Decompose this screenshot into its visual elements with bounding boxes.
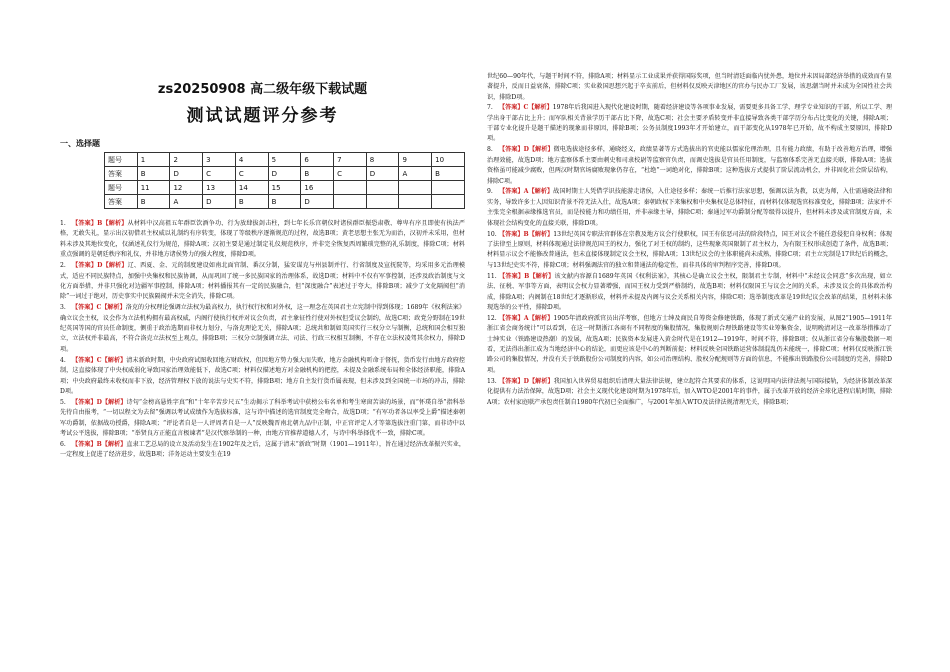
answer-tag: 【答案】A【解析】 <box>499 188 554 196</box>
explanation-text: 我国加入世界贸易组织后清理大量法律法规，建立起符合其要求的体系，这说明国内法律法规与国际接轨，为经济体制改革深化提供有力法治保障，故选D项；社会主义现代化建设时期为1978年后，加入WTO是2001年的事件，属于改革开放的经济全球化进程启航时期，排除A项；农村家庭联产承包责任制自1980年代初已全面推广，与2001年加入WTO及法律法规清理无关，排除B项； <box>487 377 892 406</box>
answer-table-cell: B <box>301 167 334 181</box>
answer-table-row-header: 题号 <box>105 181 138 195</box>
document-title: zs20250908 高二级年级下载试题 <box>157 82 368 97</box>
answer-tag: 【答案】D【解析】 <box>499 377 554 385</box>
answer-explanation-item <box>60 261 465 303</box>
answer-table-cell: D <box>366 167 399 181</box>
answer-table-cell: 14 <box>235 181 268 195</box>
left-item-list <box>60 219 465 461</box>
answer-table-cell <box>399 195 432 209</box>
answer-table-cell: B <box>432 167 465 181</box>
item-number: 1. <box>60 220 66 227</box>
answer-tag: 【答案】B【解析】 <box>499 230 554 238</box>
explanation-text: 1978年后我国进入现代化建设时期，随着经济建设等各项事业发展，需要更多具备工学、理学专业知识的干部，所以工学、理学出身干部占比上升；而军队相关背景学历干部占比下降，故选C项；社会主要矛盾转变并非直接导致各类干部学历分布占比变化的关键，排除A项；干部专业化提升是题干描述的现象而非原因，排除B项；公务员制度1993年才开始建立，而干部变化从1978年已开始，故不构成主要原因，排除D项。 <box>487 104 892 143</box>
explanation-text: 清末新政时期，中央政府试图收回地方财政权，但因地方势力强大而失败，地方金融机构听命于督抚，货币发行由地方政府控制，这直接体现了中央权威弱化导致国家治理效能低下，故选C项；材料仅描述地方对金融机构的把控，未提及金融系统布局和全体经济职能，排除A项；中央政府最终未收权而非下放，经济管理权下放的说法与史实不符，排除B项；地方自主发行货币属表现，但未涉及到全国统一市场的冲击，排除D项。 <box>60 356 465 395</box>
answer-table-cell: 6 <box>301 153 334 167</box>
item-number: 11. <box>487 272 497 280</box>
answer-table-cell: 11 <box>137 181 170 195</box>
explanation-text: 诗句“金榜高悬姓字真”和“十年辛苦步尺五”生动揭示了科举考试中获榜公布名单和考生寒窗苦读的场景，而“怀璞自举”指科举先待自由报考，“一切以程文为去留”强调以考试成绩作为选拔标准，这与诗中描述的选官制度完全吻合，故选D项；“有军功者各以率受上爵”描述秦朝军功爵制，依据战功授爵，排除A项；“评论者自是一人评周者自是一人”反映魏晋南北朝九品中正制，中正官评定人才等第选拔注重门第，而非诗中以考试公平选拔，排除B项；“举贤良方正能直言极谏者”是汉代察举制的一种，由地方官推荐道德人才，与诗中科举择优不一致，排除C项。 <box>60 398 465 438</box>
left-column <box>60 72 465 461</box>
answer-table-cell: D <box>301 195 334 209</box>
item-number: 7. <box>487 104 493 112</box>
explanation-text: 辽、西夏、金、元的制度建设如南北面官制、番汉分制，猛安谋克与州县制并行、行省制度及宣抚院等，均采用多元治理模式，适应不同民族特点，加强中央集权和民族协调，从而巩固了统一多民族国家的治理体系，故选D项；材料中不仅有军事控制，还涉及政治制度与文化方面举措，并非只强化对边疆军事控制，排除A项；材料播报其有一定的民族融合，但“深度融合”表述过于夸大，排除B项；减少了文化隔阂但“消除”一词过于绝对，历史事实中民族隔阂并未完全消失，排除C项。 <box>60 262 465 301</box>
answer-explanation-item <box>487 314 892 376</box>
answer-explanation-item <box>60 303 465 355</box>
answer-tag: 【答案】B【解析】 <box>499 272 555 280</box>
answer-table-row <box>105 195 465 209</box>
answer-table-cell: C <box>203 167 236 181</box>
document-subtitle: 测试试题评分参考 <box>186 106 339 126</box>
answer-explanation-item <box>487 230 892 272</box>
item-number: 4. <box>60 356 66 364</box>
answer-table-cell: D <box>203 195 236 209</box>
answer-table-cell: D <box>268 167 301 181</box>
answer-table-cell: D <box>170 167 203 181</box>
answer-table-cell: 3 <box>203 153 236 167</box>
answer-table-cell: 10 <box>432 153 465 167</box>
answer-table-row <box>105 181 465 195</box>
answer-table-cell: B <box>268 195 301 209</box>
answer-table-cell: 1 <box>137 153 170 167</box>
answer-table-cell: B <box>235 195 268 209</box>
answer-table-cell: B <box>137 195 170 209</box>
answer-table-cell: A <box>399 167 432 181</box>
answer-tag: 【答案】D【解析】 <box>72 262 128 270</box>
section-heading: 一、选择题 <box>60 138 100 148</box>
answer-tag: 【答案】D【解析】 <box>72 398 127 406</box>
answer-table-cell: C <box>334 167 367 181</box>
answer-table-cell <box>366 195 399 209</box>
answer-explanation-item <box>487 145 892 187</box>
answer-table-cell: 13 <box>203 181 236 195</box>
answer-explanation-item <box>487 103 892 145</box>
answer-table-cell <box>432 195 465 209</box>
answer-explanation-item <box>487 377 892 408</box>
item-number: 2. <box>60 262 66 270</box>
continued-text: 世纪60—90年代，与题干时间不符，排除A项；材料显示工业成果并获得国际奖项，但当时清廷面临内忧外患，地位并未因局部经济举措的成效而有显著提升，反而日益衰落，排除C项；实业救国思想兴起于辛亥前后，但材料仅反映天津地区的官办与民办工厂发展，该思潮当时并未成为全国性社会共识，排除D项。 <box>487 73 892 101</box>
answer-table-cell: 12 <box>170 181 203 195</box>
answer-table-cell: B <box>137 167 170 181</box>
answer-table-row-header: 答案 <box>105 195 138 209</box>
answer-explanation-item <box>60 219 465 261</box>
explanation-text: 直隶工艺总局的设立及活动发生在1902年及之后，这属于清末“新政”时期（1901—1911年），旨在通过经济改革振兴实业，一定程度上促进了经济进步，故选B项；洋务运动主要发生在19 <box>60 441 465 459</box>
answer-table-cell: 5 <box>268 153 301 167</box>
explanation-text: 从材料中汉高祖五年群臣饮酒争功、行为放肆拔剑击柱，到七年长乐宫朝仪时诸侯群臣振恐肃敬、尊卑有序且即使有执法严格，无敢失礼，显示出汉初借君主权威以礼制约有序转变，体现了等级秩序逐渐规范的过程，故选B项；黄老思想主张无为而治，汉初并未采用，但材料未涉及其地位变化，仅涵述礼仪行为规范，排除A项；汉初主要是通过制定礼仪规范秩序，并非完全恢复西周繁琐完整的礼乐制度，排除C项；材料重点强调的是朝廷秩序和礼仪，并非地方诸侯势力的强大程度，排除D项。 <box>60 220 466 259</box>
answer-table-cell <box>432 181 465 195</box>
explanation-text: 战国时期士人凭借学识技能游走诸侯，入仕途径多样；秦统一后推行法家思想，强调以法为教，以吏为师，入仕需通晓法律和实务，导致许多士人因知识背景不符无法入仕，故选A项；秦朝政权下来集权和中央集权是总体特征，而材料仅体现选官标准变化，排除B项；法家并不主张完全根据亲缘推选官员，而是按能力和功绩任用，并非亲缘主导，排除C项；秦通过军功爵制分配等级得以提升，但材料未涉及或官制度方面，未体现社会结构变化的直接关联，排除D项。 <box>487 188 893 227</box>
answer-table-row-header: 题号 <box>105 153 138 167</box>
answer-table-cell: C <box>235 167 268 181</box>
item-number: 12. <box>487 314 497 322</box>
explanation-text: 13世纪英国专职法官群体在宗教及地方议会行使职权，国王有依恶司法的阶段特点，国王对议会不能任意侵犯自身权利；体现了法律至上原则，材料体现通过法律规范国王的权力，强化了对王权的制约，这些现象英国限制了君主权力，为有限王权形成创造了条件，故选B项；材料显示议会不能修改普通法，但未直接体现制定议会主权，排除A项；13世纪议会的主体职能尚未成熟，排除C项；君主立宪制是17世纪后的概念，与13世纪史实不符，排除C项；材料强调法官的独立和普通法的稳定性，而非具体的审判程序完善，排除D项。 <box>487 230 892 269</box>
answer-table-row <box>105 153 465 167</box>
explanation-text: 洛克的分权理论强调立法权为最高权力，执行权行权和对外权，这一理念在英国君主立宪制中得到体现；1689年《权利法案》确立议会主权，议会作为立法机构拥有最高权威，内阁行使执行权并对议会负责，君主象征性行使对外权但受议会制约，故选C项；政党分野制在19世纪英国等国的官员任命制度，侧重于政治选期而非权力划分，与洛克理论无关，排除A项；总统共和制如美国实行三权分立与制衡，总统和国会相互独立，立法权并非最高，不符合洛克立法权至上观点，排除B项；三权分立制强调立法、司法、行政三权相互制衡，不存在立法权凌驾其余权力，排除D项。 <box>60 304 465 353</box>
explanation-text: 该文献内容源自1689年英国《权利法案》，其核心是确立议会主权，限制君主专制，材料中“未经议会同意”多次出现，如立法、征税、军事等方面，表明议会权力显著增强，而国王权力受到严格制约，故选B项；材料仅限国王与议会之间的关系，未涉及议会的具体政治构成，排除A项；内阁制在18世纪才逐渐形成，材料并未提及内阁与议会关系相关内容，排除C项；选举制度改革是19世纪议会改革的结果，且材料未体现选举的公平性，排除D项。 <box>487 272 892 311</box>
answer-explanation-item <box>487 187 892 229</box>
answer-table <box>104 152 465 209</box>
right-column <box>487 72 892 409</box>
answer-table-cell: 15 <box>268 181 301 195</box>
item-number: 13. <box>487 377 497 385</box>
answer-table-cell: A <box>170 195 203 209</box>
answer-table-cell: 9 <box>399 153 432 167</box>
item-number: 8. <box>487 146 493 154</box>
answer-explanation-item <box>60 398 465 440</box>
answer-table-cell <box>366 181 399 195</box>
item-number: 10. <box>487 230 497 238</box>
answer-table-cell: 8 <box>366 153 399 167</box>
answer-table-row-header: 答案 <box>105 167 138 181</box>
answer-explanation-item <box>60 440 465 461</box>
answer-table-cell: 4 <box>235 153 268 167</box>
answer-explanation-item <box>487 272 892 314</box>
answer-tag: 【答案】A【解析】 <box>499 314 554 322</box>
answer-tag: 【答案】B【解析】 <box>72 220 128 227</box>
answer-tag: 【答案】D【解析】 <box>499 146 554 154</box>
item-number: 5. <box>60 398 66 406</box>
answer-table-cell: 16 <box>301 181 334 195</box>
item-number: 6. <box>60 441 66 449</box>
item-number: 3. <box>60 304 66 312</box>
answer-table-cell: 2 <box>170 153 203 167</box>
answer-tag: 【答案】B【解析】 <box>72 441 127 449</box>
answer-tag: 【答案】C【解析】 <box>499 104 553 112</box>
item-number: 9. <box>487 188 493 196</box>
answer-table-cell <box>334 195 367 209</box>
answer-table-cell: 7 <box>334 153 367 167</box>
explanation-text: 1905年清政府派官员出洋考察，但地方士绅及商民自筹资金修建铁路，体现了新式交通产业的发展，从图2“1905—1911年浙江省会商务统计”可以看到，在这一时期浙江各商有不同程度的集股情况，集股规则合理铁路建设等实业筹集资金，说明晚清对这一改革举措推动了士绅实业（铁路建设热潮）的发展，故选A项；民族资本发展进入黄金时代是在1912—1919年，时间不符，排除B项；仅从浙江省分布集股数据一项看，无法得出浙江成为当地经济中心的结论，而更应该是中心的判断前提；材料反映全国铁路运营体制混乱仍未能统一，排除C项；材料仅反映浙江铁路公司的集股情况，并没有关于铁路股份公司制度的内容，如公司治理结构、股权分配规则等方面的信息，不能推出铁路股份公司制度的完善，排除D项。 <box>487 314 892 374</box>
answer-tag: 【答案】C【解析】 <box>72 356 127 364</box>
right-item-list <box>487 103 892 408</box>
answer-table-cell <box>334 181 367 195</box>
answer-explanation-item <box>60 356 465 398</box>
answer-table-cell <box>399 181 432 195</box>
answer-tag: 【答案】C【解析】 <box>72 304 126 312</box>
explanation-text: 微电选拔途径多样，通晓经义，政绩显著等方式选拔出的官吏能以儒家伦理治理，且有能力政绩，有助于改善地方治理，增强治理效能，故选D项；地方监察体系主要由刺史和司隶校尉等监察官负责，而调史选拔是官员任用制度，与监察体系完善无直接关联，排除A项；选拔资格虽可能减少腐败，但两汉时期官场腐败现象仍存在，“杜绝”一词绝对化，排除B项；这种选拔方式提供了阶层流动机会，并非固化社会阶层结构，排除C项。 <box>487 146 892 185</box>
answer-table-row <box>105 167 465 181</box>
